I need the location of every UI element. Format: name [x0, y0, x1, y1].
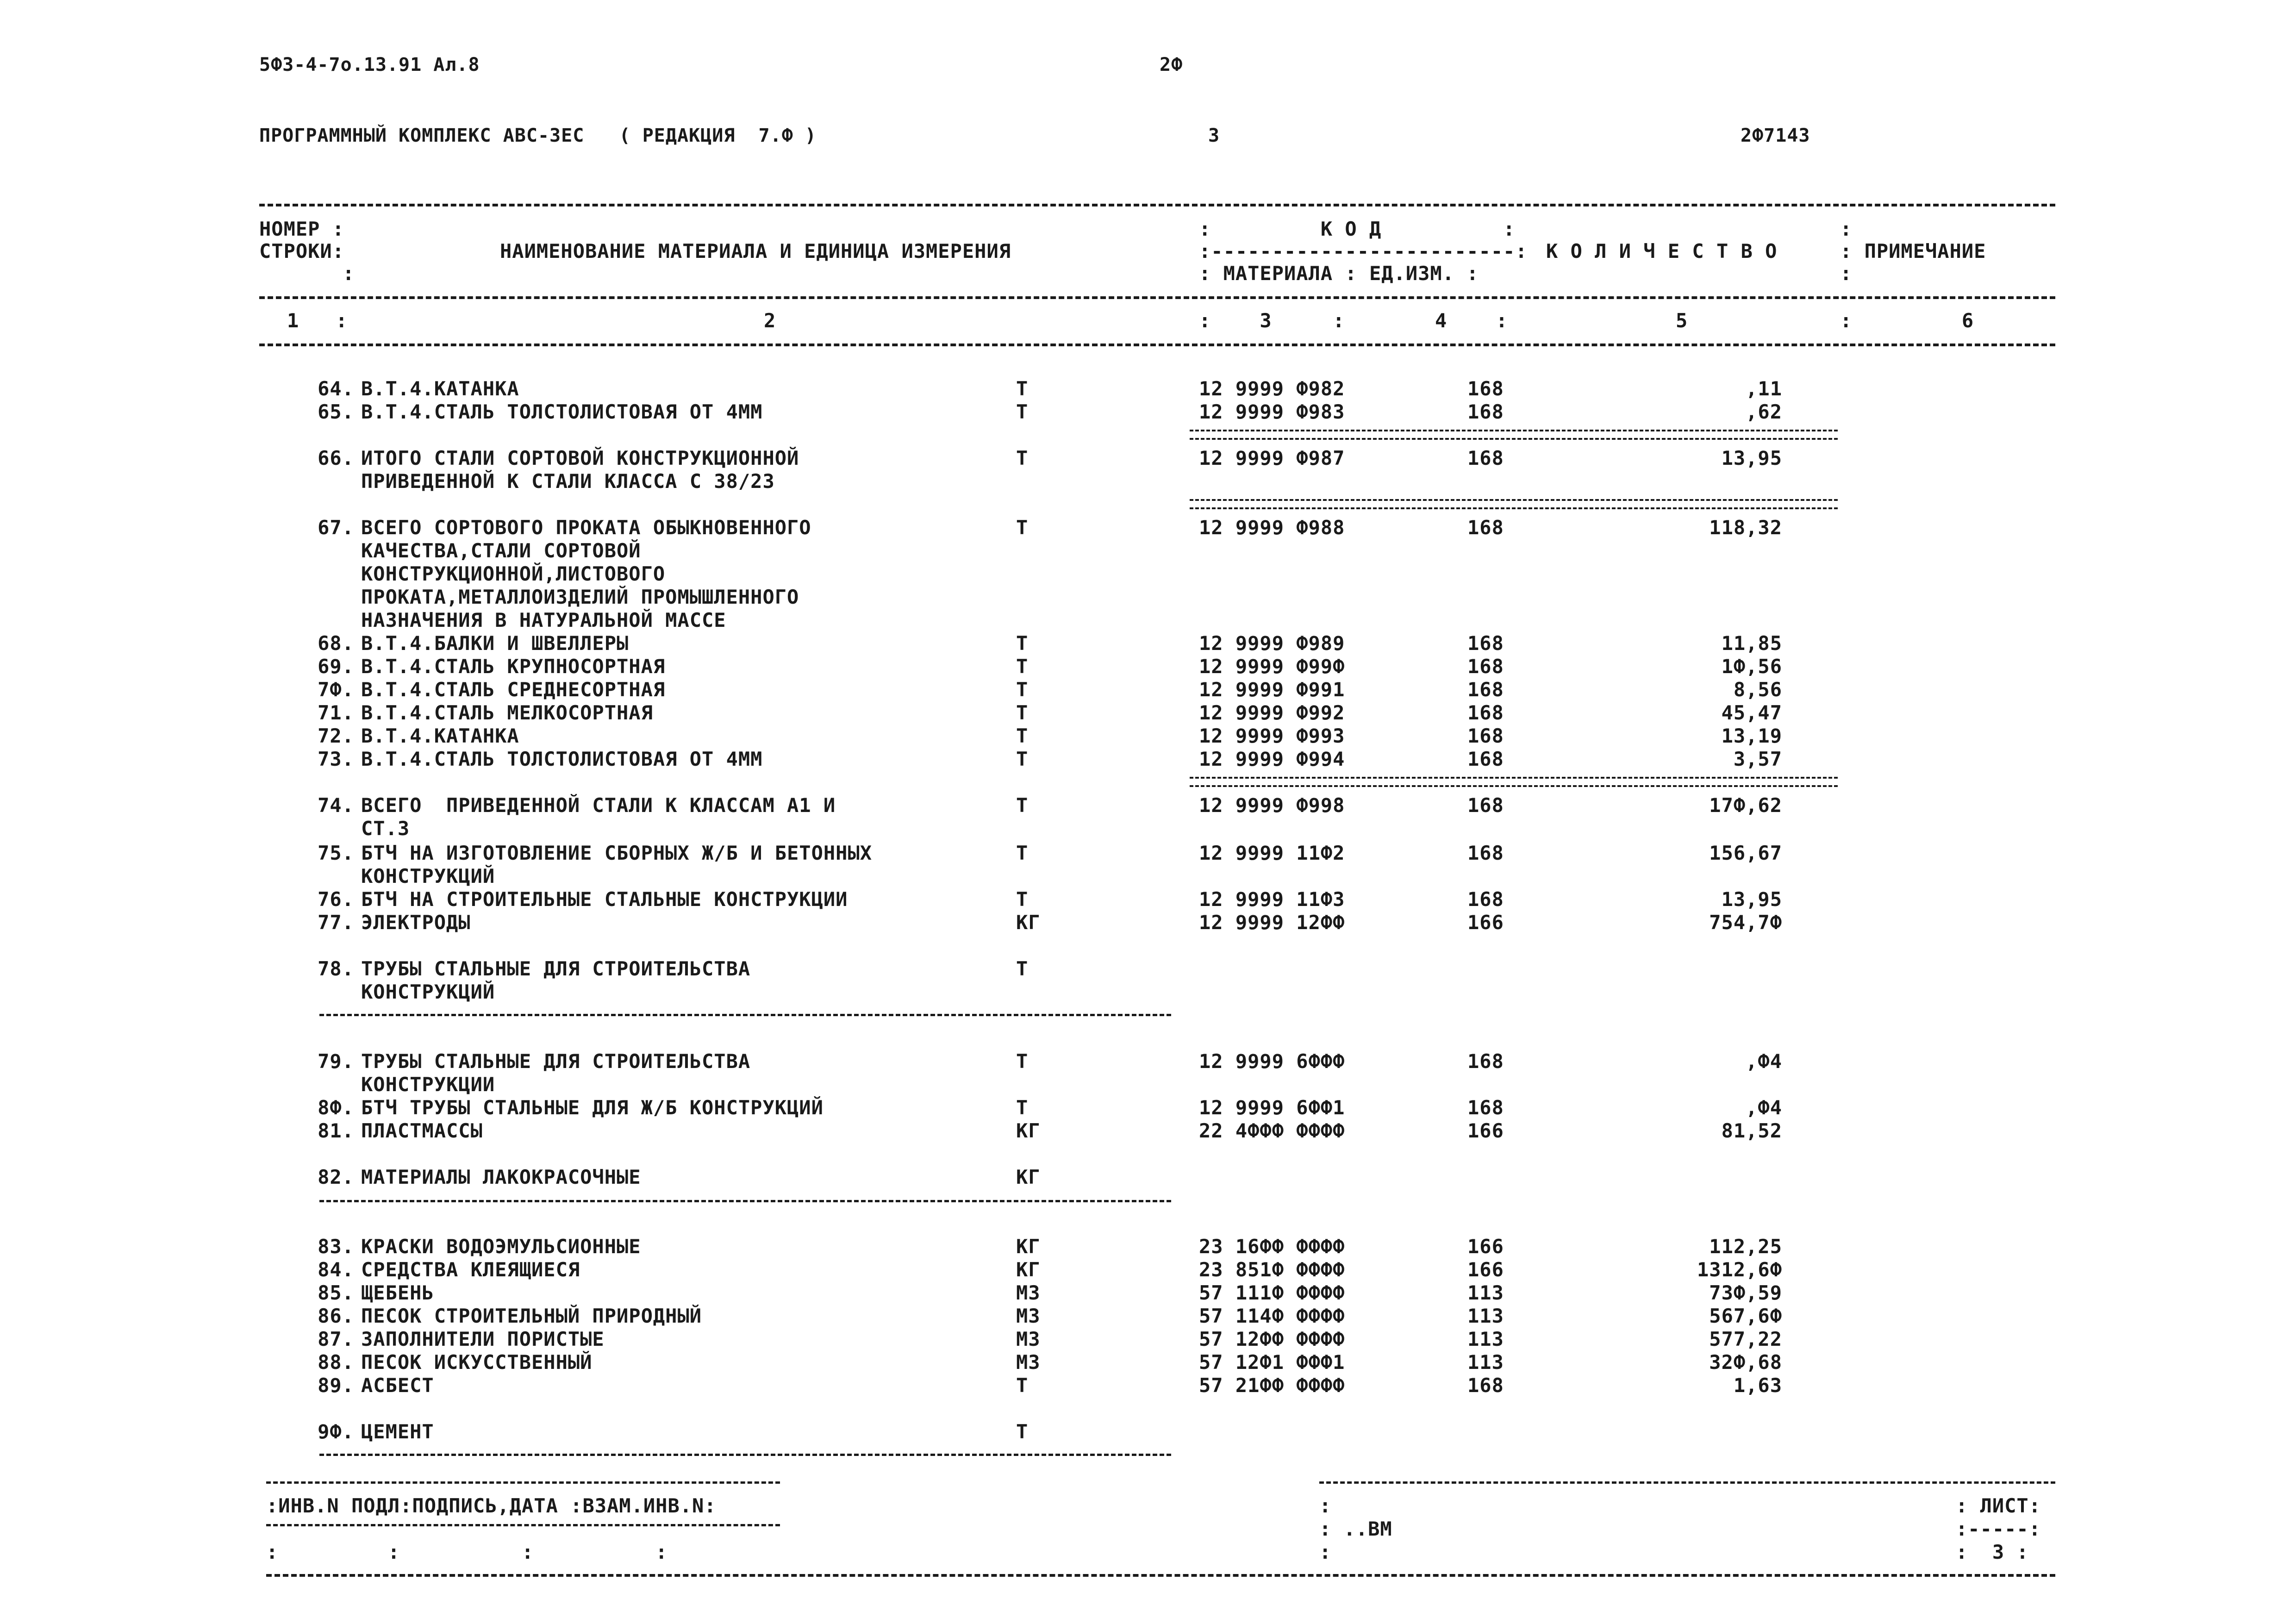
row-quantity: ,62 [1746, 400, 1782, 423]
row-quantity: ,Ф4 [1746, 1050, 1782, 1073]
row-material-code: 12 9999 11Ф3 [1199, 888, 1345, 911]
row-unit: КГ [1016, 1258, 1041, 1281]
row-unit: Т [1016, 632, 1029, 655]
row-name-line: В.Т.4.СТАЛЬ МЕЛКОСОРТНАЯ [361, 701, 653, 724]
row-number: 84. [318, 1258, 354, 1281]
row-quantity: 17Ф,62 [1709, 794, 1782, 817]
row-number: 86. [318, 1305, 354, 1327]
column-index-4: 4 : [1435, 309, 1508, 332]
header-code-title: : К О Д : [1199, 218, 1516, 240]
row-unit: Т [1016, 888, 1029, 911]
table-row [0, 888, 2296, 911]
row-material-code: 12 9999 Ф991 [1199, 678, 1345, 701]
row-name-line: СТ.3 [361, 817, 410, 840]
row-unit: Т [1016, 447, 1029, 469]
row-unit-code: 168 [1467, 1096, 1504, 1119]
row-unit: Т [1016, 377, 1029, 400]
row-unit: Т [1016, 400, 1029, 423]
row-name-line: ТРУБЫ СТАЛЬНЫЕ ДЛЯ СТРОИТЕЛЬСТВА [361, 1050, 751, 1073]
table-row [0, 678, 2296, 701]
row-quantity: 577,22 [1709, 1328, 1782, 1350]
row-number: 77. [318, 911, 354, 934]
column-index-2: 2 [764, 309, 776, 332]
total-separator [1190, 499, 1838, 509]
row-unit: М3 [1016, 1305, 1041, 1327]
header-num-line-1: НОМЕР : [259, 218, 345, 240]
row-number: 75. [318, 842, 354, 864]
row-number: 9Ф. [318, 1420, 354, 1443]
table-row [0, 1096, 2296, 1119]
row-name-line: БТЧ НА ИЗГОТОВЛЕНИЕ СБОРНЫХ Ж/Б И БЕТОННЫХ [361, 842, 873, 864]
row-material-code: 12 9999 Ф988 [1199, 516, 1345, 539]
row-unit-code: 166 [1467, 1258, 1504, 1281]
row-unit-code: 168 [1467, 632, 1504, 655]
row-number: 71. [318, 701, 354, 724]
row-unit-code: 168 [1467, 1050, 1504, 1073]
table-row [0, 725, 2296, 748]
row-unit: М3 [1016, 1351, 1041, 1374]
row-quantity: 11,85 [1721, 632, 1782, 655]
row-material-code: 57 12Ф1 ФФФ1 [1199, 1351, 1345, 1374]
row-unit-code: 113 [1467, 1328, 1504, 1350]
row-name-line: В.Т.4.БАЛКИ И ШВЕЛЛЕРЫ [361, 632, 629, 655]
row-name-line: КРАСКИ ВОДОЭМУЛЬСИОННЫЕ [361, 1235, 641, 1258]
row-name-line: ПЕСОК ИСКУССТВЕННЫЙ [361, 1351, 593, 1374]
row-number: 88. [318, 1351, 354, 1374]
footer-center-line-3: : [1319, 1541, 1332, 1563]
row-material-code: 12 9999 12ФФ [1199, 911, 1345, 934]
row-material-code: 23 16ФФ ФФФФ [1199, 1235, 1345, 1258]
header-top-rule [259, 204, 2055, 206]
row-name-line: СРЕДСТВА КЛЕЯЩИЕСЯ [361, 1258, 580, 1281]
row-unit: Т [1016, 1050, 1029, 1073]
row-name-line: ЦЕМЕНТ [361, 1420, 434, 1443]
row-unit-code: 168 [1467, 678, 1504, 701]
row-number: 7Ф. [318, 678, 354, 701]
row-material-code: 12 9999 Ф994 [1199, 748, 1345, 770]
row-number: 78. [318, 957, 354, 980]
row-unit: КГ [1016, 1119, 1041, 1142]
row-unit: КГ [1016, 911, 1041, 934]
row-quantity: 1312,6Ф [1697, 1258, 1782, 1281]
sheet-top-number: 2Ф [1160, 54, 1183, 75]
table-row [0, 1166, 2296, 1189]
header-note-sep-bottom: : [1840, 262, 1853, 285]
row-number: 82. [318, 1166, 354, 1188]
table-row [0, 1281, 2296, 1305]
program-title: ПРОГРАММНЫЙ КОМПЛЕКС АВС-3ЕС ( РЕДАКЦИЯ 7.Ф ) [259, 125, 817, 146]
row-name-line: В.Т.4.КАТАНКА [361, 725, 519, 747]
row-name-line: ПРОКАТА,МЕТАЛЛОИЗДЕЛИЙ ПРОМЫШЛЕННОГО [361, 586, 799, 608]
row-name-line: ЗАПОЛНИТЕЛИ ПОРИСТЫЕ [361, 1328, 605, 1350]
row-material-code: 22 4ФФФ ФФФФ [1199, 1119, 1345, 1142]
row-name-line: ТРУБЫ СТАЛЬНЫЕ ДЛЯ СТРОИТЕЛЬСТВА [361, 957, 751, 980]
row-unit: Т [1016, 701, 1029, 724]
row-number: 83. [318, 1235, 354, 1258]
footer-sheet-number: : 3 : [1956, 1541, 2029, 1563]
row-name-line: В.Т.4.СТАЛЬ СРЕДНЕСОРТНАЯ [361, 678, 666, 701]
row-number: 8Ф. [318, 1096, 354, 1119]
row-number: 74. [318, 794, 354, 817]
row-name-line: БТЧ ТРУБЫ СТАЛЬНЫЕ ДЛЯ Ж/Б КОНСТРУКЦИЙ [361, 1096, 824, 1119]
row-quantity: 32Ф,68 [1709, 1351, 1782, 1374]
row-material-code: 12 9999 Ф992 [1199, 701, 1345, 724]
table-row [0, 377, 2296, 400]
row-quantity: 1,63 [1733, 1374, 1782, 1397]
row-unit: КГ [1016, 1166, 1041, 1188]
document-id: 2Ф7143 [1741, 125, 1810, 146]
row-material-code: 57 114Ф ФФФФ [1199, 1305, 1345, 1327]
row-name-line: ЭЛЕКТРОДЫ [361, 911, 471, 934]
row-name-line: КАЧЕСТВА,СТАЛИ СОРТОВОЙ [361, 539, 641, 562]
archive-stamp: 5Ф3-4-7о.13.91 Ал.8 [259, 54, 480, 75]
table-row [0, 1420, 2296, 1443]
group-separator [319, 1200, 1171, 1202]
row-name-line: В.Т.4.КАТАНКА [361, 377, 519, 400]
row-material-code: 57 111Ф ФФФФ [1199, 1281, 1345, 1304]
row-number: 64. [318, 377, 354, 400]
table-row [0, 447, 2296, 470]
row-unit: Т [1016, 678, 1029, 701]
row-name-line: КОНСТРУКЦИИ [361, 1073, 495, 1096]
row-material-code: 12 9999 Ф987 [1199, 447, 1345, 469]
row-quantity: 112,25 [1709, 1235, 1782, 1258]
row-unit: Т [1016, 748, 1029, 770]
row-material-code: 23 851Ф ФФФФ [1199, 1258, 1345, 1281]
row-name-line: КОНСТРУКЦИЙ [361, 865, 495, 887]
row-name-line: АСБЕСТ [361, 1374, 434, 1397]
header-mid-rule [259, 296, 2055, 299]
row-material-code: 12 9999 Ф989 [1199, 632, 1345, 655]
row-unit: КГ [1016, 1235, 1041, 1258]
table-row [0, 1328, 2296, 1351]
row-unit-code: 166 [1467, 911, 1504, 934]
header-code-subtitles: : МАТЕРИАЛА : ЕД.ИЗМ. : [1199, 262, 1479, 285]
row-quantity: 1Ф,56 [1721, 655, 1782, 678]
row-name-line: НАЗНАЧЕНИЯ В НАТУРАЛЬНОЙ МАССЕ [361, 609, 726, 631]
footer-center-line-1: : [1319, 1494, 1332, 1517]
footer-bottom-rule [266, 1574, 2055, 1577]
row-unit: Т [1016, 1096, 1029, 1119]
row-quantity: ,11 [1746, 377, 1782, 400]
row-number: 87. [318, 1328, 354, 1350]
row-quantity: 13,19 [1721, 725, 1782, 747]
row-material-code: 12 9999 Ф99Ф [1199, 655, 1345, 678]
footer-stamp-mid-rule [266, 1524, 780, 1526]
table-row [0, 748, 2296, 771]
row-unit-code: 166 [1467, 1235, 1504, 1258]
group-separator [319, 1014, 1171, 1016]
row-unit-code: 113 [1467, 1281, 1504, 1304]
column-index-1: 1 : [287, 309, 348, 332]
row-unit-code: 113 [1467, 1351, 1504, 1374]
row-quantity: 754,7Ф [1709, 911, 1782, 934]
table-row [0, 1050, 2296, 1073]
row-quantity: 156,67 [1709, 842, 1782, 864]
row-unit-code: 168 [1467, 377, 1504, 400]
table-row [0, 400, 2296, 424]
table-row [0, 1305, 2296, 1328]
row-name-line: КОНСТРУКЦИОННОЙ,ЛИСТОВОГО [361, 562, 666, 585]
footer-stamp-cells: : : : : [266, 1541, 668, 1563]
row-unit-code: 168 [1467, 888, 1504, 911]
row-material-code: 12 9999 Ф983 [1199, 400, 1345, 423]
footer-stamp-top-rule [266, 1481, 780, 1484]
row-unit-code: 168 [1467, 1374, 1504, 1397]
row-unit-code: 168 [1467, 701, 1504, 724]
row-number: 81. [318, 1119, 354, 1142]
table-row [0, 632, 2296, 655]
row-unit: Т [1016, 957, 1029, 980]
row-unit: Т [1016, 1374, 1029, 1397]
row-unit-code: 168 [1467, 400, 1504, 423]
footer-stamp-labels: :ИНВ.N ПОДЛ:ПОДПИСЬ,ДАТА :ВЗАМ.ИНВ.N: [266, 1494, 717, 1517]
row-unit: Т [1016, 725, 1029, 747]
row-number: 67. [318, 516, 354, 539]
group-separator [319, 1454, 1171, 1456]
row-name-line: ПЕСОК СТРОИТЕЛЬНЫЙ ПРИРОДНЫЙ [361, 1305, 702, 1327]
table-row [0, 655, 2296, 678]
row-unit-code: 113 [1467, 1305, 1504, 1327]
row-unit: М3 [1016, 1281, 1041, 1304]
row-unit: М3 [1016, 1328, 1041, 1350]
row-name-line: В.Т.4.СТАЛЬ ТОЛСТОЛИСТОВАЯ ОТ 4ММ [361, 748, 763, 770]
row-number: 72. [318, 725, 354, 747]
column-index-3: : 3 : [1199, 309, 1345, 332]
row-quantity: ,Ф4 [1746, 1096, 1782, 1119]
header-num-line-3: : [343, 262, 355, 285]
row-name-line: ПРИВЕДЕННОЙ К СТАЛИ КЛАССА С 38/23 [361, 470, 775, 493]
row-quantity: 118,32 [1709, 516, 1782, 539]
table-row [0, 842, 2296, 865]
header-material-name: НАИМЕНОВАНИЕ МАТЕРИАЛА И ЕДИНИЦА ИЗМЕРЕНИЯ [500, 240, 1011, 262]
row-name-line: ПЛАСТМАССЫ [361, 1119, 483, 1142]
row-number: 76. [318, 888, 354, 911]
row-name-line: БТЧ НА СТРОИТЕЛЬНЫЕ СТАЛЬНЫЕ КОНСТРУКЦИИ [361, 888, 848, 911]
row-quantity: 73Ф,59 [1709, 1281, 1782, 1304]
footer-center-top-rule [1319, 1481, 2055, 1484]
total-separator [1190, 777, 1838, 787]
row-material-code: 12 9999 6ФФ1 [1199, 1096, 1345, 1119]
row-name-line: ИТОГО СТАЛИ СОРТОВОЙ КОНСТРУКЦИОННОЙ [361, 447, 799, 469]
column-index-5: 5 [1676, 309, 1688, 332]
total-separator [1190, 430, 1838, 440]
row-number: 85. [318, 1281, 354, 1304]
row-name-line: ВСЕГО СОРТОВОГО ПРОКАТА ОБЫКНОВЕННОГО [361, 516, 811, 539]
table-row [0, 516, 2296, 539]
header-note: : ПРИМЕЧАНИЕ [1840, 240, 1986, 262]
row-quantity: 13,95 [1721, 447, 1782, 469]
table-row [0, 957, 2296, 981]
row-unit: Т [1016, 516, 1029, 539]
row-name-line: КОНСТРУКЦИЙ [361, 981, 495, 1003]
row-unit-code: 166 [1467, 1119, 1504, 1142]
row-number: 79. [318, 1050, 354, 1073]
table-row [0, 1374, 2296, 1397]
row-material-code: 12 9999 11Ф2 [1199, 842, 1345, 864]
row-number: 69. [318, 655, 354, 678]
row-material-code: 12 9999 Ф993 [1199, 725, 1345, 747]
row-name-line: В.Т.4.СТАЛЬ ТОЛСТОЛИСТОВАЯ ОТ 4ММ [361, 400, 763, 423]
row-quantity: 8,56 [1733, 678, 1782, 701]
row-unit: Т [1016, 842, 1029, 864]
header-note-sep-top: : [1840, 218, 1853, 240]
footer-sheet-label: : ЛИСТ: [1956, 1494, 2041, 1517]
row-material-code: 12 9999 Ф982 [1199, 377, 1345, 400]
row-name-line: В.Т.4.СТАЛЬ КРУПНОСОРТНАЯ [361, 655, 666, 678]
table-row [0, 701, 2296, 725]
row-material-code: 12 9999 6ФФФ [1199, 1050, 1345, 1073]
row-material-code: 57 21ФФ ФФФФ [1199, 1374, 1345, 1397]
footer-sheet-separator: :-----: [1956, 1518, 2041, 1540]
row-unit-code: 168 [1467, 794, 1504, 817]
row-unit-code: 168 [1467, 748, 1504, 770]
row-number: 68. [318, 632, 354, 655]
header-num-line-2: СТРОКИ: [259, 240, 345, 262]
row-quantity: 13,95 [1721, 888, 1782, 911]
table-row [0, 1119, 2296, 1143]
row-unit-code: 168 [1467, 842, 1504, 864]
row-number: 66. [318, 447, 354, 469]
row-name-line: ЩЕБЕНЬ [361, 1281, 434, 1304]
table-row [0, 1235, 2296, 1258]
row-number: 73. [318, 748, 354, 770]
row-unit-code: 168 [1467, 447, 1504, 469]
row-number: 65. [318, 400, 354, 423]
table-row [0, 1351, 2296, 1374]
footer-center-line-2: : ..ВМ [1319, 1518, 1392, 1540]
row-material-code: 57 12ФФ ФФФФ [1199, 1328, 1345, 1350]
row-quantity: 567,6Ф [1709, 1305, 1782, 1327]
table-row [0, 794, 2296, 817]
row-quantity: 3,57 [1733, 748, 1782, 770]
table-row [0, 1258, 2296, 1281]
row-unit-code: 168 [1467, 655, 1504, 678]
row-quantity: 45,47 [1721, 701, 1782, 724]
page-number: 3 [1208, 125, 1220, 146]
row-unit: Т [1016, 794, 1029, 817]
row-unit: Т [1016, 1420, 1029, 1443]
row-material-code: 12 9999 Ф998 [1199, 794, 1345, 817]
row-unit: Т [1016, 655, 1029, 678]
row-unit-code: 168 [1467, 725, 1504, 747]
header-code-divider: :-------------------------: [1199, 240, 1528, 262]
row-name-line: ВСЕГО ПРИВЕДЕННОЙ СТАЛИ К КЛАССАМ А1 И [361, 794, 836, 817]
row-name-line: МАТЕРИАЛЫ ЛАКОКРАСОЧНЫЕ [361, 1166, 641, 1188]
row-quantity: 81,52 [1721, 1119, 1782, 1142]
row-unit-code: 168 [1467, 516, 1504, 539]
header-bottom-rule [259, 344, 2055, 346]
header-quantity: К О Л И Ч Е С Т В О [1546, 240, 1778, 262]
row-number: 89. [318, 1374, 354, 1397]
column-index-6: : 6 [1840, 309, 1974, 332]
table-row [0, 911, 2296, 934]
